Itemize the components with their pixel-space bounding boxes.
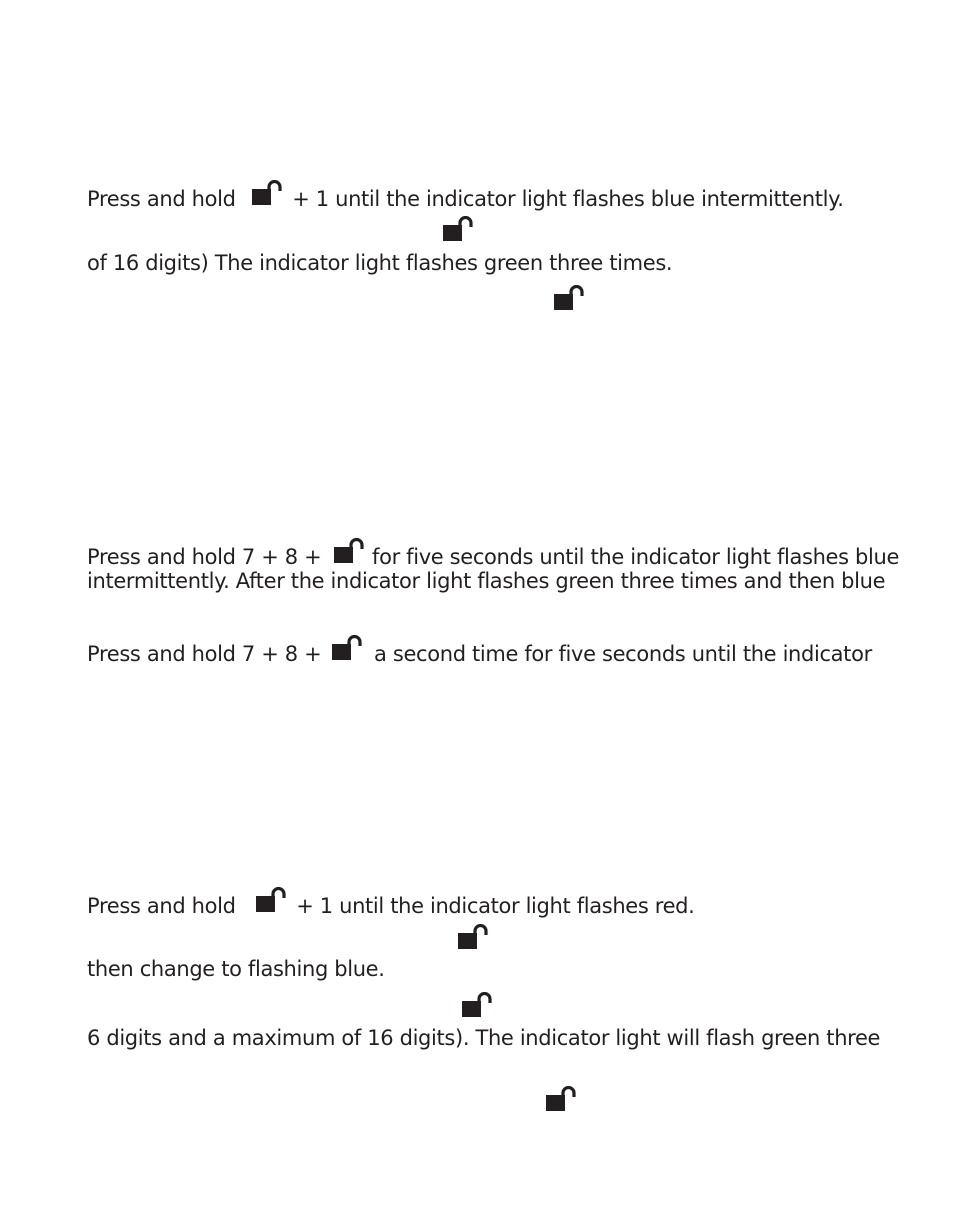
reset-step-3: [87, 635, 872, 668]
step-text-after: + 1 until the indicator light flashes red.: [296, 894, 695, 918]
step-text: 6 digits and a maximum of 16 digits). The indicator light will flash green three: [87, 1026, 881, 1050]
step-text-before: Press and hold: [87, 187, 236, 211]
step-text-before: Press and hold: [87, 894, 236, 918]
step-text-after: for five seconds until the indicator light flashes blue: [372, 545, 900, 569]
unlock-icon: [334, 538, 364, 568]
unlock-icon: [458, 924, 488, 954]
step-text-after: a second time for five seconds until the indicator: [374, 642, 872, 666]
delete-code-step-1: [87, 887, 694, 920]
step-text-before: Press and hold 7 + 8 +: [87, 545, 322, 569]
step-text: of 16 digits) The indicator light flashes green three times.: [87, 251, 673, 275]
step-text-after: + 1 until the indicator light flashes blue intermittently.: [292, 187, 844, 211]
unlock-icon: [332, 635, 362, 665]
add-code-step-1: [87, 180, 844, 213]
unlock-icon: [554, 285, 584, 315]
add-code-step-2: [87, 249, 672, 277]
step-text-before: Press and hold 7 + 8 +: [87, 642, 322, 666]
reset-step-2: [87, 567, 885, 595]
delete-code-step-2: [87, 955, 385, 983]
unlock-icon: [443, 216, 473, 246]
unlock-icon: [252, 180, 282, 210]
step-text: then change to flashing blue.: [87, 957, 385, 981]
delete-code-step-3: [87, 1024, 880, 1052]
unlock-icon: [546, 1086, 576, 1116]
unlock-icon: [462, 992, 492, 1022]
step-text: intermittently. After the indicator light flashes green three times and then blue: [87, 569, 886, 593]
unlock-icon: [256, 887, 286, 917]
